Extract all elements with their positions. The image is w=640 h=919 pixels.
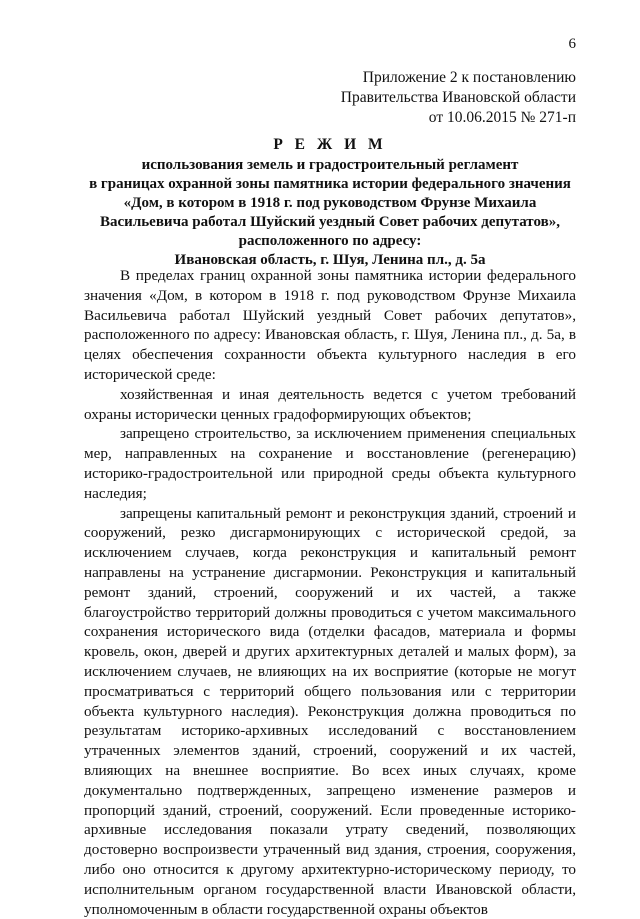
appendix-line-3: от 10.06.2015 № 271-п: [428, 109, 576, 126]
subtitle-line-4: Васильевича работал Шуйский уездный Совет рабочих депутатов»,: [100, 214, 560, 230]
subtitle-line-2: в границах охранной зоны памятника истории федерального значения: [89, 176, 571, 192]
paragraph-intro: В пределах границ охранной зоны памятника истории федерального значения «Дом, в котором в 1918 г. под руководством Фрунзе Михаила Васильевича работал Шуйский уездный Совет рабочих депутатов», расположенного по адресу: Ивановская область, г. Шуя, Ленина пл., д. 5а, в целях обеспечения сохранности объекта культурного наследия в его исторической среде:: [84, 267, 576, 383]
appendix-header: [0, 68, 576, 128]
paragraph-economic-activity: хозяйственная и иная деятельность ведется с учетом требований охраны исторически ценных градоформирующих объектов;: [84, 385, 576, 423]
subtitle-line-5: расположенного по адресу:: [238, 233, 422, 249]
paragraph-construction-ban: запрещено строительство, за исключением применения специальных мер, направленных на сохранение и восстановление (регенерацию) историко-градостроительной или природной среды объекта культурного наследия;: [84, 425, 576, 502]
document-title: Р Е Ж И М: [273, 136, 387, 153]
page-number: 6: [568, 36, 576, 52]
document-subtitle: [70, 156, 590, 270]
appendix-line-1: Приложение 2 к постановлению: [362, 69, 576, 86]
subtitle-line-6: Ивановская область, г. Шуя, Ленина пл., д. 5а: [174, 252, 486, 268]
appendix-line-2: Правительства Ивановской области: [340, 89, 576, 106]
paragraph-renovation-rules: запрещены капитальный ремонт и реконструкция зданий, строений и сооружений, резко дисгармонирующих с исторической средой, за исключением случаев, когда реконструкция и капитальный ремонт направлены на устранение дисгармонии. Реконструкция и капитальный ремонт зданий, строений, сооружений и их частей, а также благоустройство территорий должны проводиться с учетом максимального сохранения исторического вида (отделки фасадов, материала и формы кровель, окон, дверей и других архитектурных деталей и малых форм), за исключением случаев, не влияющих на их восприятие (которые не могут просматриваться с территорий общего пользования или с территории объекта культурного наследия). Реконструкция должна проводиться по результатам историко-архивных исследований с восстановлением утраченных элементов зданий, строений, сооружений и их частей, влияющих на внешнее восприятие. Во всех иных случаях, кроме документально подтвержденных, запрещено изменение размеров и пропорций зданий, строений, сооружений. Если проведенные историко-архивные исследования показали утрату сведений, позволяющих достоверно воспроизвести утраченный вид здания, строения, сооружения, либо оно относится к другому архитектурно-историческому периоду, то исполнительным органом государственной власти Ивановской области, уполномоченным в области государственной охраны объектов: [84, 504, 576, 918]
subtitle-line-3: «Дом, в котором в 1918 г. под руководством Фрунзе Михаила: [123, 195, 537, 211]
subtitle-line-1: использования земель и градостроительный регламент: [141, 157, 519, 173]
document-body: [84, 266, 576, 919]
